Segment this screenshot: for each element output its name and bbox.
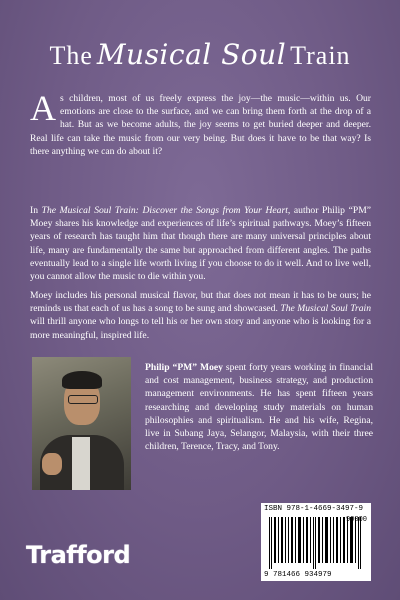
isbn-label: ISBN 978-1-4669-3497-9: [264, 505, 364, 513]
barcode-digits: 9 781466 934979: [264, 571, 332, 579]
author-photo: [32, 357, 131, 490]
title-train: Train: [290, 41, 351, 70]
intro-text: s children, most of us freely express the joy—the music—within us. Our emotions are close to the surface, and we can bring them forth at the drop of a hat. But as we become adults, the joy seems to get buried deeper and deeper. Real life can take the music from our very being. But does it have to be that way? Is there anything we can do about it?: [30, 93, 371, 157]
synopsis-lead: In: [30, 205, 42, 216]
closing-lead: Moey includes his personal musical flavor, but that does not mean it has to be ours; he reminds us that each of us has a song to be sung and showcased.: [30, 290, 371, 315]
synopsis-paragraph: [30, 204, 371, 283]
synopsis-text: , author Philip “PM” Moey shares his knowledge and experiences of life’s spiritual pathways. Moey’s fifteen years of research has taught him that though there are many universal principles about life, many are fundamentally the same but approached from different angles. The paths eventually lead to a single life worth living if you choose to do it well. And to live well, you cannot allow the music to die within you.: [30, 205, 371, 283]
synopsis-book-title: The Musical Soul Train: Discover the Songs from Your Heart: [41, 205, 288, 216]
isbn-barcode: [261, 503, 371, 581]
title-the: The: [49, 41, 93, 70]
book-title: [0, 38, 400, 71]
closing-paragraph: [30, 289, 371, 342]
closing-text: will thrill anyone who longs to tell his or her own story and anyone who is looking for a more meaningful, inspired life.: [30, 316, 371, 341]
price-code: 90000: [345, 516, 367, 524]
barcode-bars: [267, 517, 365, 569]
author-name: Philip “PM” Moey: [145, 362, 223, 373]
drop-cap: A: [30, 88, 56, 128]
publisher-logo: Trafford: [26, 541, 131, 569]
author-bio-text: spent forty years working in financial and cost management, business strategy, and production management environments. He has spent fifteen years researching and developing study materials on human philosophies and spiritualism. He and his wife, Regina, live in Subang Jaya, Selangor, Malaysia, with their three children, Terence, Tracy, and Tony.: [145, 362, 373, 453]
intro-paragraph: [30, 88, 371, 158]
closing-book-title: The Musical Soul Train: [280, 303, 371, 315]
author-bio: [145, 361, 373, 453]
title-musical-soul: Musical Soul: [96, 38, 287, 71]
